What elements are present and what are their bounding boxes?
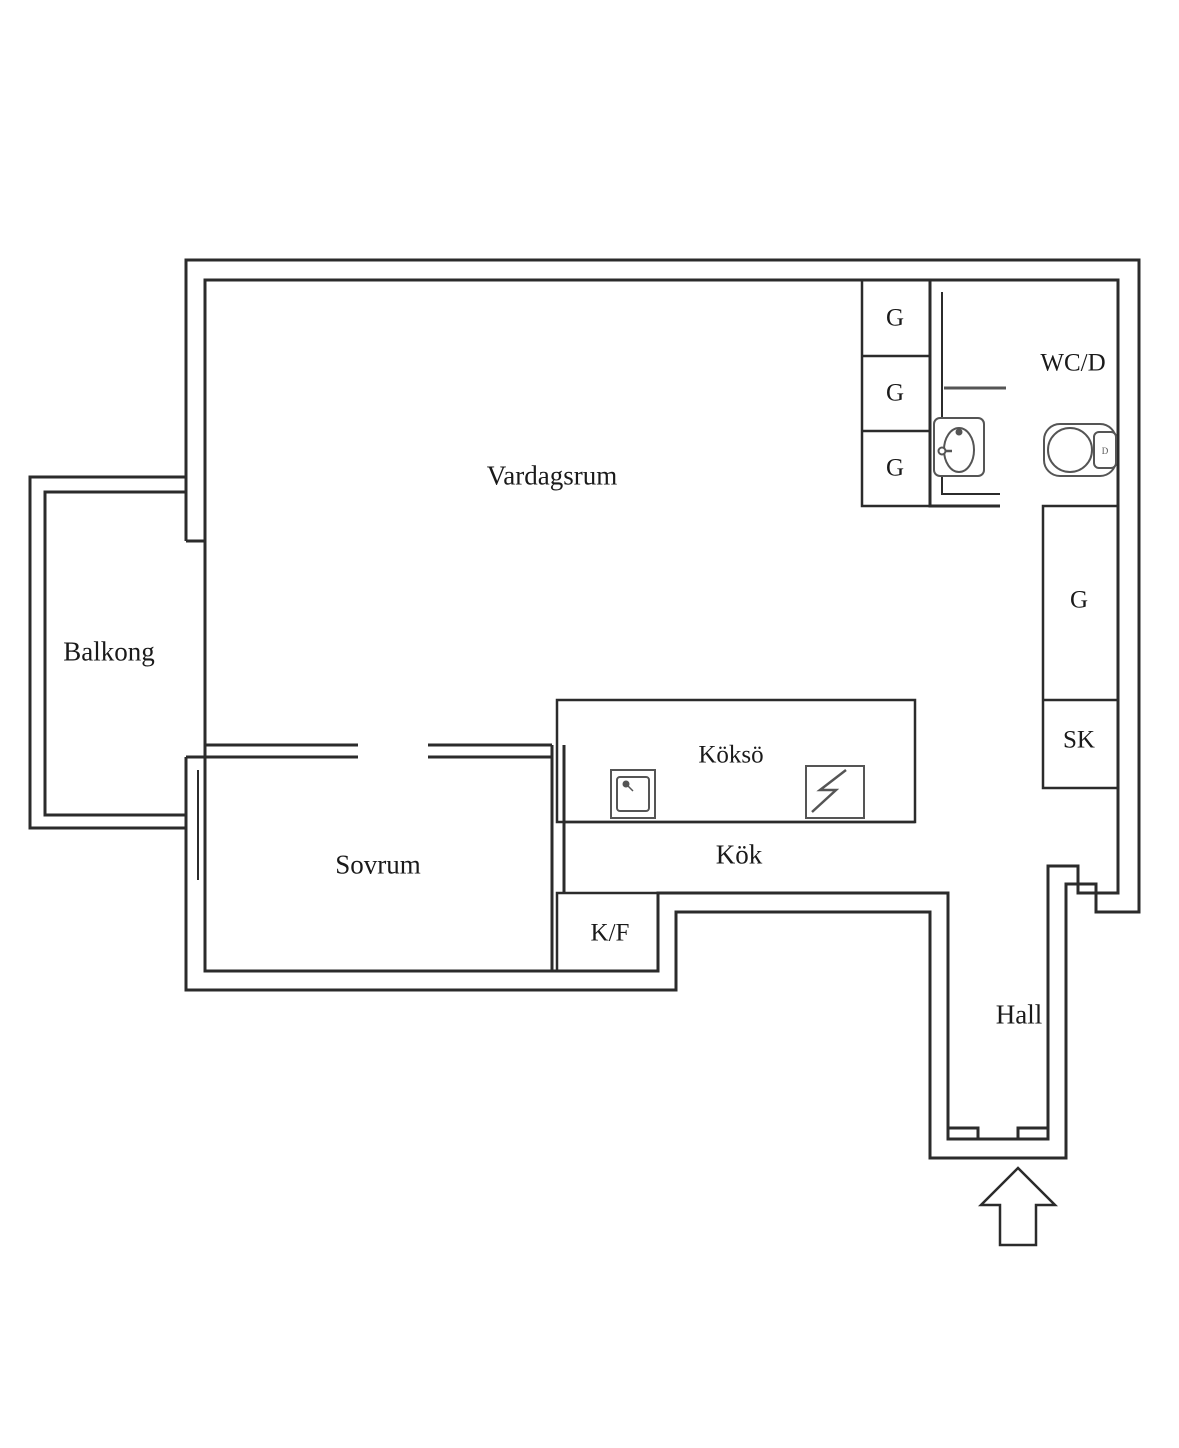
bathroom-sink-fixture — [934, 418, 984, 476]
room-label-garderob-4: G — [1069, 586, 1089, 614]
stove-fixture — [806, 766, 864, 818]
room-label-hall: Hall — [995, 999, 1043, 1030]
room-label-garderob-3: G — [885, 454, 905, 482]
room-label-garderob-1: G — [885, 304, 905, 332]
room-label-vardagsrum: Vardagsrum — [486, 460, 618, 491]
room-label-kf: K/F — [590, 919, 630, 947]
room-label-wcd: WC/D — [1040, 349, 1106, 377]
hall-door-notch-right — [1018, 1128, 1048, 1139]
entrance-arrow — [981, 1168, 1055, 1245]
room-label-kokso: Köksö — [698, 741, 764, 769]
toilet-fixture — [1044, 424, 1116, 476]
room-label-garderob-2: G — [885, 379, 905, 407]
room-label-sovrum: Sovrum — [335, 849, 421, 880]
hall-door-notch-left — [948, 1128, 978, 1139]
inner-wall-line — [205, 280, 1118, 1139]
bedroom-door-jamb — [186, 757, 198, 893]
room-label-balkong: Balkong — [63, 636, 155, 667]
room-label-kok: Kök — [715, 839, 763, 870]
svg-text:D: D — [1101, 446, 1109, 456]
kitchen-sink-fixture — [611, 770, 655, 818]
room-label-skafferi: SK — [1063, 726, 1095, 754]
